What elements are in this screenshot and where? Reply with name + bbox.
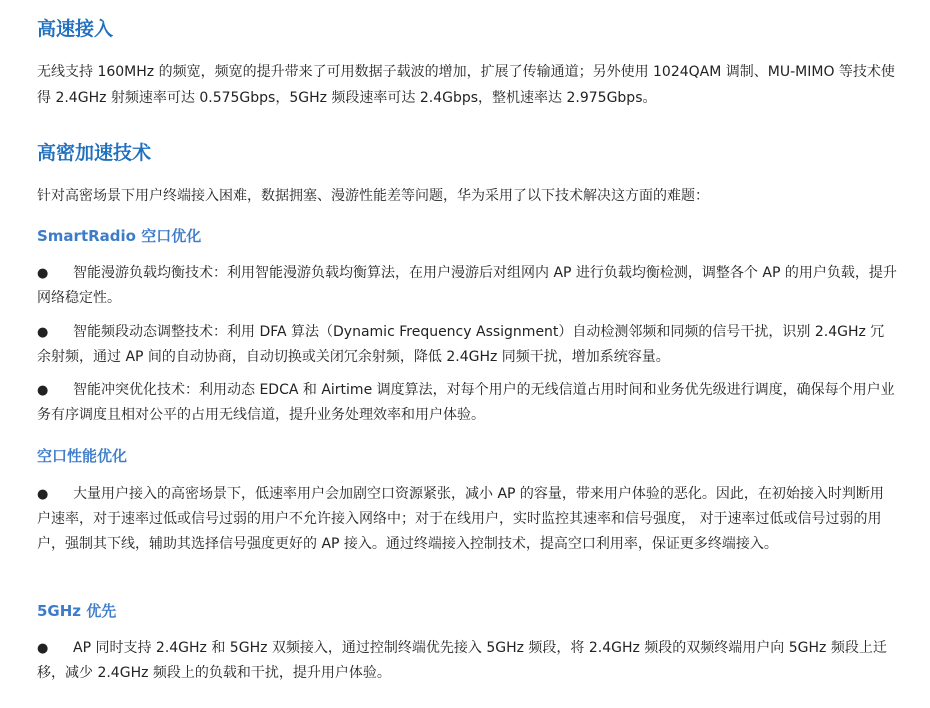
list-item-text: AP 同时支持 2.4GHz 和 5GHz 双频接入，通过控制终端优先接入 5GHz 频段，将 2.4GHz 频段的双频终端用户向 5GHz 频段上迁移，减少 2.4GHz 频段上的负载和干扰，提升用户体验。 bbox=[37, 640, 887, 681]
list-item bbox=[37, 482, 897, 557]
bullet-icon: ● bbox=[37, 266, 49, 281]
heading-high-speed-access: 高速接入 bbox=[37, 18, 114, 40]
list-item bbox=[37, 320, 897, 370]
list-item bbox=[37, 261, 897, 311]
bullet-icon: ● bbox=[37, 641, 49, 656]
list-item-text: 智能漫游负载均衡技术：利用智能漫游负载均衡算法，在用户漫游后对组网内 AP 进行负载均衡检测，调整各个 AP 的用户负载，提升网络稳定性。 bbox=[37, 265, 897, 306]
list-item-text: 智能冲突优化技术：利用动态 EDCA 和 Airtime 调度算法，对每个用户的无线信道占用时间和业务优先级进行调度，确保每个用户业务有序调度且相对公平的占用无线信道，提升业务处理效率和用户体验。 bbox=[37, 382, 895, 423]
list-item-text: 大量用户接入的高密场景下，低速率用户会加剧空口资源紧张，减小 AP 的容量，带来用户体验的恶化。因此，在初始接入时判断用户速率，对于速率过低或信号过弱的用户不允许接入网络中；对于在线用户，实时监控其速率和信号强度， 对于速率过低或信号过弱的用户，强制其下线，辅助其选择信号强度更好的 AP 接入。通过终端接入控制技术，提高空口利用率，保证更多终端接入。 bbox=[37, 486, 884, 552]
bullet-icon: ● bbox=[37, 383, 49, 398]
high-density-intro-paragraph: 针对高密场景下用户终端接入困难，数据拥塞、漫游性能差等问题，华为采用了以下技术解决这方面的难题： bbox=[37, 188, 709, 204]
subheading-air-interface-performance: 空口性能优化 bbox=[37, 447, 128, 465]
bullet-icon: ● bbox=[37, 325, 49, 340]
subheading-smartradio: SmartRadio 空口优化 bbox=[37, 227, 202, 245]
list-item bbox=[37, 636, 897, 686]
list-item bbox=[37, 378, 897, 428]
high-speed-access-paragraph: 无线支持 160MHz 的频宽，频宽的提升带来了可用数据子载波的增加，扩展了传输通道；另外使用 1024QAM 调制、MU-MIMO 等技术使得 2.4GHz 射频速率可达 0.575Gbps，5GHz 频段速率可达 2.4Gbps，整机速率达 2.975Gbps。 bbox=[37, 64, 895, 106]
bullet-icon: ● bbox=[37, 487, 49, 502]
heading-high-density-acceleration: 高密加速技术 bbox=[37, 142, 152, 164]
subheading-5ghz-priority: 5GHz 优先 bbox=[37, 602, 117, 620]
list-item-text: 智能频段动态调整技术：利用 DFA 算法（Dynamic Frequency Assignment）自动检测邻频和同频的信号干扰，识别 2.4GHz 冗余射频，通过 AP 间的自动协商，自动切换或关闭冗余射频，降低 2.4GHz 同频干扰，增加系统容量。 bbox=[37, 324, 885, 365]
